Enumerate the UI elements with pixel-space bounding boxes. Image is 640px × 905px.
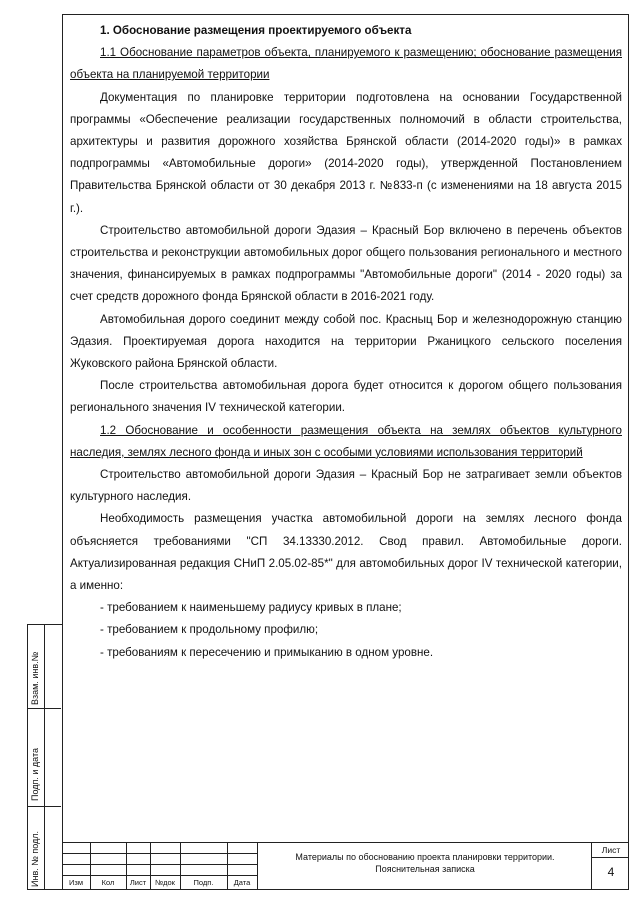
paragraph-6: Необходимость размещения участка автомобильной дороги на землях лесного фонда объясняется требованиями "СП 34.13330.2012. Свод правил. Автомобильные дороги. Актуализированная редакция СНиП 2.05.02-85*" для автомобильных дорог IV технической категории, а именно: [70, 512, 622, 593]
sheet-box-divider [591, 857, 629, 858]
sheet-label: Лист [601, 845, 621, 855]
document-title-line-1: Материалы по обоснованию проекта планировки территории. [295, 852, 555, 862]
inv-podl-label: Инв. № подл. [30, 830, 40, 887]
page-content [70, 20, 622, 664]
paragraph-2: Строительство автомобильной дороги Эдазия – Красный Бор включено в перечень объектов строительства и реконструкции автомобильных дорог общего пользования регионального и местного значения, финансируемых в рамках подпрограммы "Автомобильные дороги" (2014 - 2020 годы) за счет средств дорожного фонда Брянской области в 2016-2021 году. [70, 223, 622, 304]
title-block [62, 842, 629, 890]
section-heading: 1. Обоснование размещения проектируемого объекта [100, 24, 412, 37]
document-title [260, 851, 590, 875]
side-stamp [27, 624, 62, 890]
col-kol-label: Кол [101, 878, 115, 887]
col-izm-label: Изм [69, 878, 83, 887]
sheet-number: 4 [607, 865, 615, 879]
subsection-2-heading: 1.2 Обоснование и особенности размещения объекта на землях объектов культурного наследия, землях лесного фонда и иных зон с особыми условиями использования территорий [70, 423, 622, 459]
vzam-inv-label: Взам. инв.№ [30, 651, 40, 705]
list-item: - требованием к продольному профилю; [100, 623, 319, 637]
col-list-label: Лист [129, 878, 147, 887]
paragraph-3: Автомобильная дорого соединит между собой пос. Красныц Бор и железнодорожную станцию Эдазия. Проектируемая дорога находится на территории Ржаницкого сельского поселения Жуковского района Брянской области. [70, 312, 622, 371]
col-data-label: Дата [233, 878, 251, 887]
title-block-col-line [257, 843, 258, 890]
col-ndok-label: №док [155, 878, 175, 887]
document-title-line-2: Пояснительная записка [375, 864, 475, 874]
paragraph-1: Документация по планировке территории подготовлена на основании Государственной программы «Обеспечение реализации государственных полномочий в области строительства, архитектуры и развития дорожного хозяйства Брянской области (2014-2020 годы)» в рамках подпрограммы «Автомобильные дороги» (2014-2020 годы), утвержденной Постановлением Правительства Брянской области от 30 декабря 2013 г. №833-п (с изменениями на 18 августа 2015 г.). [70, 90, 622, 215]
podp-data-label: Подп. и дата [30, 747, 40, 801]
list-item: - требованием к наименьшему радиусу кривых в плане; [100, 601, 402, 615]
paragraph-4: После строительства автомобильная дорога будет относится к дорогом общего пользования регионального значения IV технической категории. [70, 379, 622, 415]
title-block-col-line [591, 843, 592, 890]
paragraph-5: Строительство автомобильной дороги Эдазия – Красный Бор не затрагивает земли объектов культурного наследия. [70, 468, 622, 504]
list-item: - требованиям к пересечению и примыканию в одном уровне. [100, 645, 434, 659]
subsection-1-heading: 1.1 Обоснование параметров объекта, планируемого к размещению; обоснование размещения объекта на планируемой территории [70, 46, 622, 82]
col-podp-label: Подп. [193, 878, 214, 887]
